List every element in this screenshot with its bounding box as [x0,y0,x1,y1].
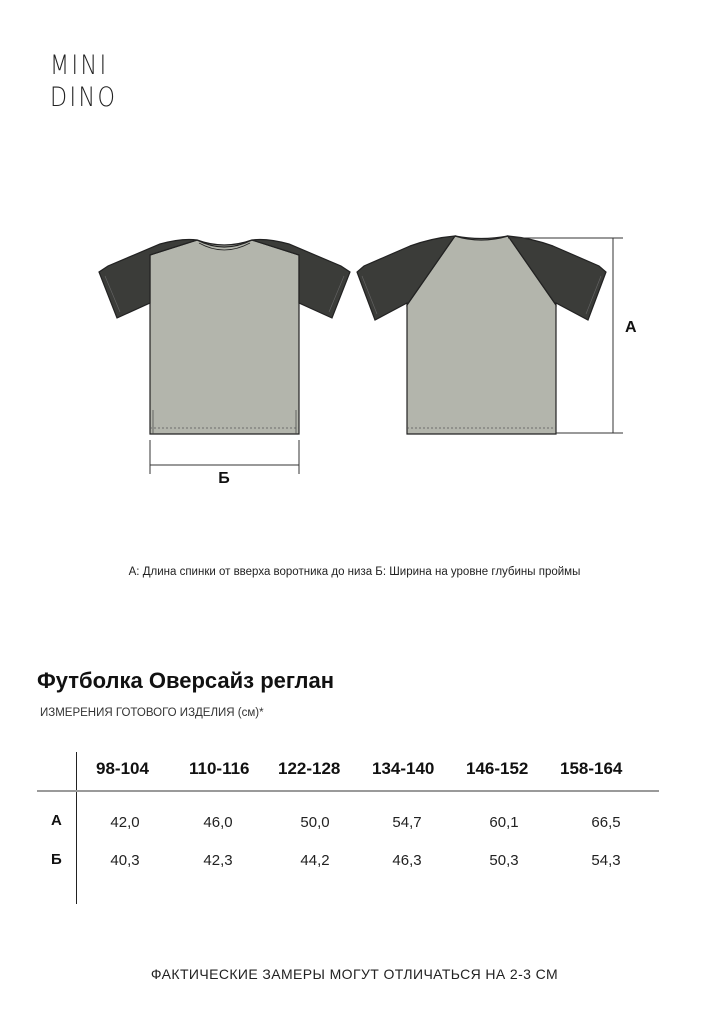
table-cell: 46,0 [203,814,233,831]
table-cell: 54,3 [591,852,621,869]
row-label-a: А [51,812,62,829]
table-cell: 42,3 [203,852,233,869]
size-header: 122-128 [278,759,341,778]
table-cell: 50,0 [300,814,330,831]
table-cell: 42,0 [110,814,140,831]
size-header: 98-104 [96,759,149,778]
table-cell: 66,5 [591,814,621,831]
product-title: Футболка Оверсайз реглан [37,668,334,693]
label-a: А [625,319,637,336]
table-cell: 54,7 [392,814,422,831]
label-b: Б [218,470,230,487]
size-header: 134-140 [372,759,435,778]
brand-logo-line2: DINO [50,82,118,113]
table-cell: 44,2 [300,852,330,869]
disclaimer-footer: ФАКТИЧЕСКИЕ ЗАМЕРЫ МОГУТ ОТЛИЧАТЬСЯ НА 2-3 СМ [150,966,559,982]
table-cell: 60,1 [489,814,519,831]
size-header: 146-152 [466,759,529,778]
size-header: 158-164 [560,759,623,778]
table-horizontal-divider [37,790,659,792]
table-vertical-divider [76,752,77,904]
measure-note: ИЗМЕРЕНИЯ ГОТОВОГО ИЗДЕЛИЯ (см)* [40,707,264,719]
brand-logo-line1: MINI [50,50,109,81]
table-cell: 40,3 [110,852,140,869]
table-cell: 50,3 [489,852,519,869]
measurement-caption: А: Длина спинки от вверха воротника до низа Б: Ширина на уровне глубины проймы [128,566,581,578]
size-header: 110-116 [189,759,250,778]
row-label-b: Б [51,851,62,868]
table-cell: 46,3 [392,852,422,869]
